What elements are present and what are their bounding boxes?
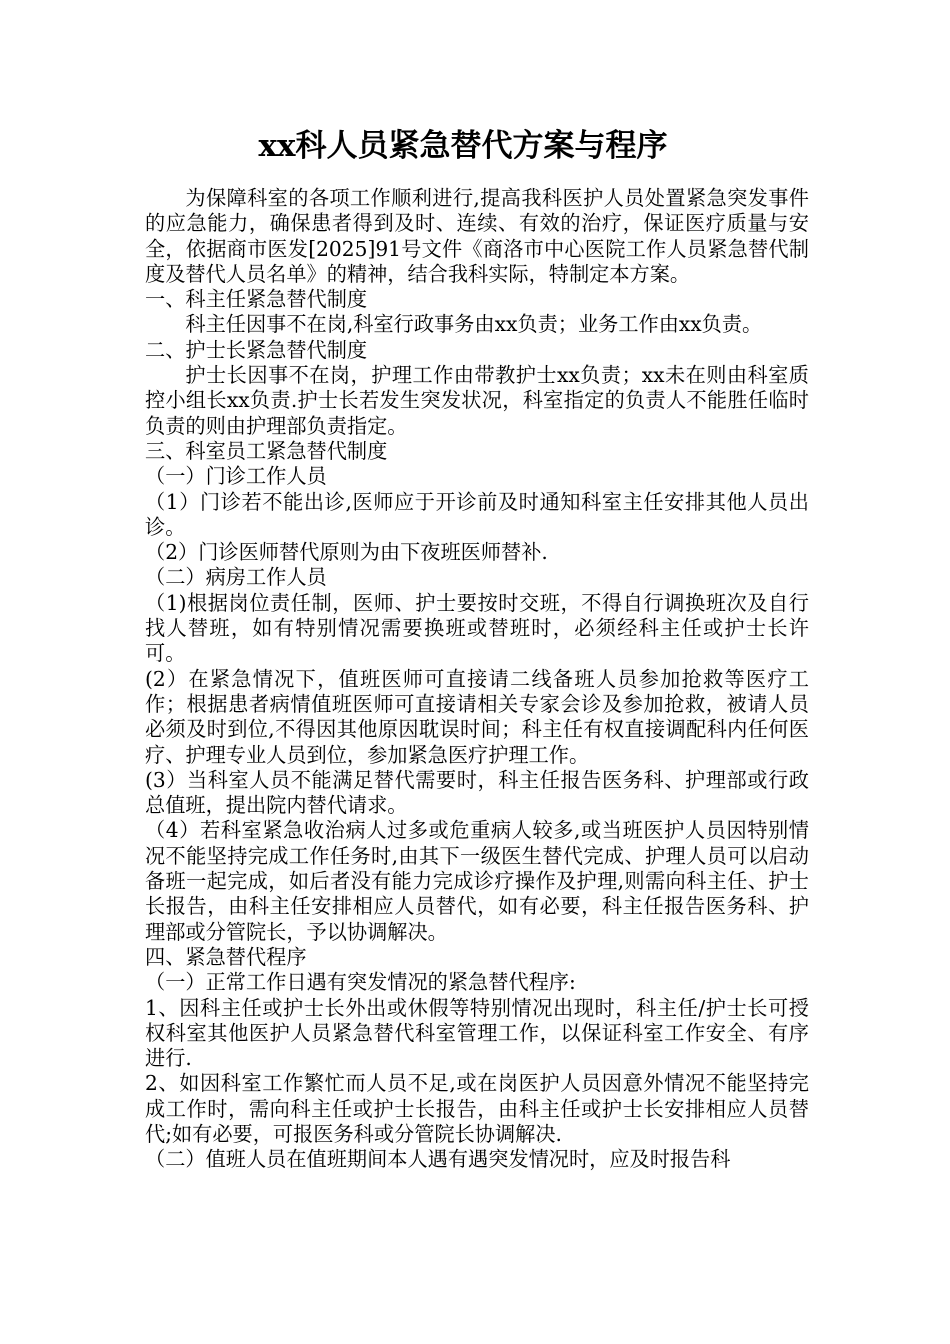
paragraph-on-duty: （二）值班人员在值班期间本人遇有遇突发情况时，应及时报告科 (145, 1147, 731, 1172)
document-title: xx科人员紧急替代方案与程序 (258, 128, 668, 164)
section-heading-staff: 三、科室员工紧急替代制度 (145, 438, 388, 463)
paragraph-procedure-1: 1、因科主任或护士长外出或休假等特别情况出现时，科主任/护士长可授权科室其他医护人员紧急替代科室管理工作，以保证科室工作安全、有序进行. (145, 995, 809, 1071)
paragraph-head-nurse-substitute: 护士长因事不在岗，护理工作由带教护士xx负责；xx未在则由科室质控小组长xx负责.护士长若发生突发状况，科室指定的负责人不能胜任临时负责的则由护理部负责指定。 (145, 363, 809, 438)
paragraph-outpatient-2: （2）门诊医师替代原则为由下夜班医师替补. (145, 540, 548, 565)
section-heading-head-nurse: 二、护士长紧急替代制度 (145, 337, 368, 362)
paragraph-ward-4: （4）若科室紧急收治病人过多或危重病人较多,或当班医护人员因特别情况不能坚持完成工作任务时,由其下一级医生替代完成、护理人员可以启动备班一起完成，如后者没有能力完成诊疗操作及护理,则需向科主任、护士长报告，由科主任安排相应人员替代，如有必要，科主任报告医务科、护理部或分管院长，予以协调解决。 (145, 818, 809, 944)
subsection-heading-outpatient: （一）门诊工作人员 (145, 464, 327, 489)
paragraph-ward-3: (3）当科室人员不能满足替代需要时，科主任报告医务科、护理部或行政总值班，提出院内替代请求。 (145, 767, 809, 818)
paragraph-ward-1: （1)根据岗位责任制，医师、护士要按时交班，不得自行调换班次及自行找人替班，如有特别情况需要换班或替班时，必须经科主任或护士长许可。 (145, 590, 809, 666)
paragraph-outpatient-1: （1）门诊若不能出诊,医师应于开诊前及时通知科室主任安排其他人员出诊。 (145, 489, 809, 539)
paragraph-procedure-2: 2、如因科室工作繁忙而人员不足,或在岗医护人员因意外情况不能坚持完成工作时，需向科主任或护士长报告，由科主任或护士长安排相应人员替代;如有必要，可报医务科或分管院长协调解决. (145, 1071, 809, 1146)
section-heading-director: 一、科主任紧急替代制度 (145, 287, 368, 312)
section-heading-procedure: 四、紧急替代程序 (145, 944, 307, 969)
paragraph-director-substitute: 科主任因事不在岗,科室行政事务由xx负责；业务工作由xx负责。 (185, 312, 763, 337)
subsection-heading-ward: （二）病房工作人员 (145, 565, 327, 590)
intro-paragraph: 为保障科室的各项工作顺利进行,提高我科医护人员处置紧急突发事件的应急能力，确保患者得到及时、连续、有效的治疗，保证医疗质量与安全，依据商市医发[2025]91号文件《商洛市中心医院工作人员紧急替代制度及替代人员名单》的精神，结合我科实际，特制定本方案。 (145, 186, 809, 286)
document-body (145, 186, 809, 1173)
subsection-heading-workday: （一）正常工作日遇有突发情况的紧急替代程序: (145, 970, 576, 995)
paragraph-ward-2: (2）在紧急情况下，值班医师可直接请二线备班人员参加抢救等医疗工作；根据患者病情值班医师可直接请相关专家会诊及参加抢救，被请人员必须及时到位,不得因其他原因耽误时间；科主任有权直接调配科内任何医疗、护理专业人员到位，参加紧急医疗护理工作。 (145, 666, 809, 767)
